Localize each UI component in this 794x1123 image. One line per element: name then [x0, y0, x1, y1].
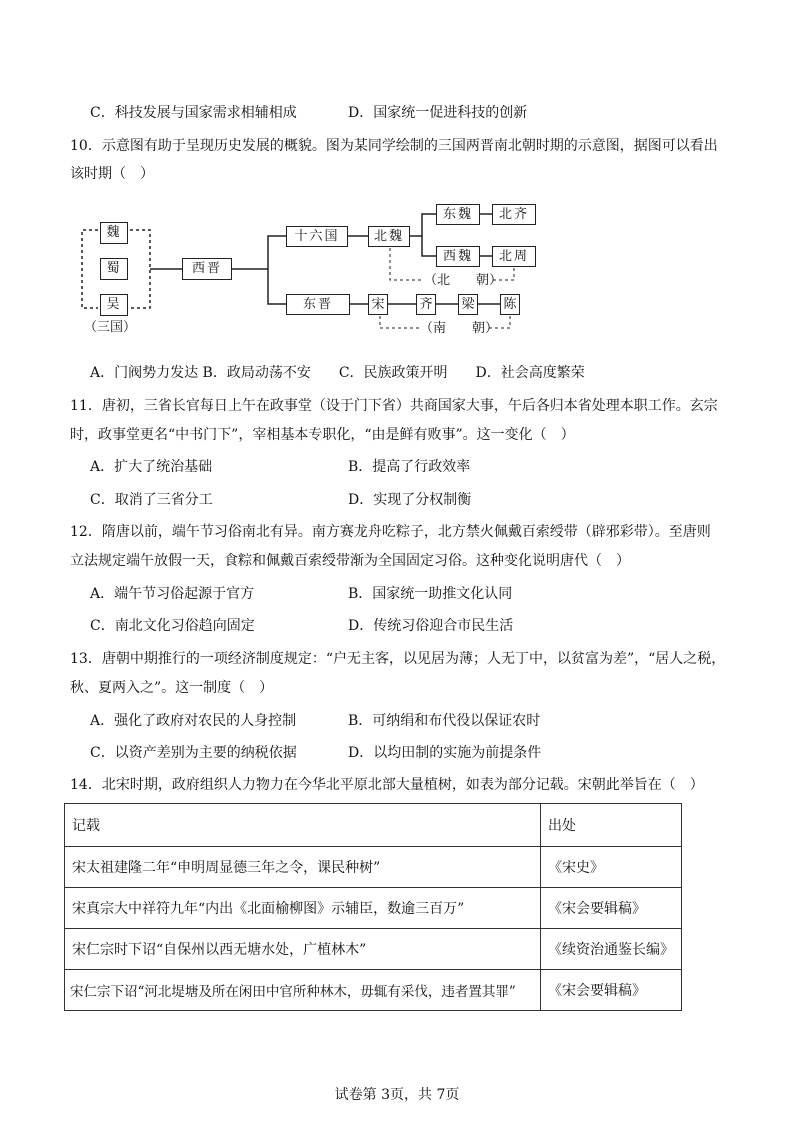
- q13-stem-line2: 秋、夏两入之”。这一制度（ ）: [70, 680, 274, 696]
- q12-option-b: B．国家统一助推文化认同: [348, 586, 513, 602]
- page-footer: 试卷第 3页，共 7页: [334, 1087, 460, 1103]
- box-wei: 魏: [100, 222, 128, 244]
- q11-option-d: D．实现了分权制衡: [348, 492, 472, 508]
- q12-stem-line1: 12．隋唐以前，端午节习俗南北有异。南方赛龙舟吃粽子，北方禁火佩戴百索绶带（辟邪彩带）。至唐则: [70, 524, 711, 540]
- box-beiqi: 北齐: [492, 204, 536, 225]
- table-row: [65, 929, 682, 970]
- box-shu: 蜀: [100, 258, 128, 280]
- label-sanguo: （三国）: [84, 320, 137, 335]
- q14-stem: 14．北宋时期，政府组织人力物力在今华北平原北部大量植树，如表为部分记载。宋朝此举旨在（ ）: [70, 777, 704, 793]
- records-table: [64, 803, 682, 1011]
- table-row: [65, 970, 682, 1011]
- q13-option-c: C．以资产差别为主要的纳税依据: [90, 745, 297, 761]
- q12-stem-line2: 立法规定端午放假一天，食粽和佩戴百索绶带渐为全国固定习俗。这种变化说明唐代（ ）: [70, 553, 630, 569]
- table-cell-source: 《宋史》: [541, 847, 682, 888]
- q10-stem-line2: 该时期（ ）: [70, 166, 154, 182]
- q12-option-a: A．端午节习俗起源于官方: [90, 586, 255, 602]
- table-header-source: 出处: [541, 804, 682, 847]
- box-song: 宋: [368, 294, 388, 315]
- q13-option-d: D．以均田制的实施为前提条件: [348, 745, 542, 761]
- table-cell-record: 宋太祖建隆二年“申明周显德三年之令，课民种树”: [65, 847, 541, 888]
- table-cell-record: 宋真宗大中祥符九年“内出《北面榆柳图》示辅臣，数逾三百万”: [65, 888, 541, 929]
- table-row: [65, 847, 682, 888]
- box-xijin: 西晋: [182, 258, 232, 280]
- q11-option-a: A．扩大了统治基础: [90, 459, 213, 475]
- box-chen: 陈: [500, 294, 520, 315]
- table-cell-record: 宋仁宗时下诏“自保州以西无塘水处，广植林木”: [65, 929, 541, 970]
- table-cell-source: 《宋会要辑稿》: [541, 970, 682, 1011]
- box-qi: 齐: [416, 294, 436, 315]
- q11-stem-line1: 11．唐初，三省长官每日上午在政事堂（设于门下省）共商国家大事，午后各归本省处理本职工作。玄宗: [70, 398, 718, 414]
- box-liang: 梁: [458, 294, 478, 315]
- label-beichao: （北 朝）: [424, 273, 503, 288]
- q9-option-c: C．科技发展与国家需求相辅相成: [90, 105, 297, 121]
- q11-option-c: C．取消了三省分工: [90, 492, 213, 508]
- table-header-row: [65, 804, 682, 847]
- table-row: [65, 888, 682, 929]
- box-wu: 吴: [100, 294, 128, 316]
- label-nanchao: （南 朝）: [420, 321, 499, 336]
- table-cell-record: 宋仁宗下诏“河北堤塘及所在闲田中官所种林木，毋辄有采伐，违者置其罪”: [65, 970, 541, 1011]
- q10-options: A．门阀势力发达 B．政局动荡不安 C．民族政策开明 D．社会高度繁荣: [90, 365, 585, 381]
- q11-stem-line2: 时，政事堂更名“中书门下”，宰相基本专职化，“由是鲜有败事”。这一变化（ ）: [70, 427, 575, 443]
- box-shiliuguo: 十六国: [286, 226, 348, 247]
- q11-option-b: B．提高了行政效率: [348, 459, 471, 475]
- table-cell-source: 《续资治通鉴长编》: [541, 929, 682, 970]
- table-header-record: 记载: [65, 804, 541, 847]
- box-beiwei: 北魏: [368, 226, 410, 247]
- box-beizhou: 北周: [492, 246, 536, 267]
- q9-option-d: D．国家统一促进科技的创新: [348, 105, 528, 121]
- q10-stem-line1: 10．示意图有助于呈现历史发展的概貌。图为某同学绘制的三国两晋南北朝时期的示意图，据图可以看出: [70, 138, 718, 154]
- q13-option-a: A．强化了政府对农民的人身控制: [90, 713, 297, 729]
- box-xiwei: 西魏: [436, 246, 480, 267]
- q12-option-d: D．传统习俗迎合市民生活: [348, 618, 514, 634]
- q12-option-c: C．南北文化习俗趋向固定: [90, 618, 255, 634]
- table-cell-source: 《宋会要辑稿》: [541, 888, 682, 929]
- q13-option-b: B．可纳绢和布代役以保证农时: [348, 713, 541, 729]
- box-dongwei: 东魏: [436, 204, 480, 225]
- box-dongjin: 东晋: [286, 294, 350, 315]
- history-diagram: [70, 190, 540, 340]
- q13-stem-line1: 13．唐朝中期推行的一项经济制度规定：“户无主客，以见居为薄；人无丁中，以贫富为差”，“居人之税，: [70, 651, 726, 667]
